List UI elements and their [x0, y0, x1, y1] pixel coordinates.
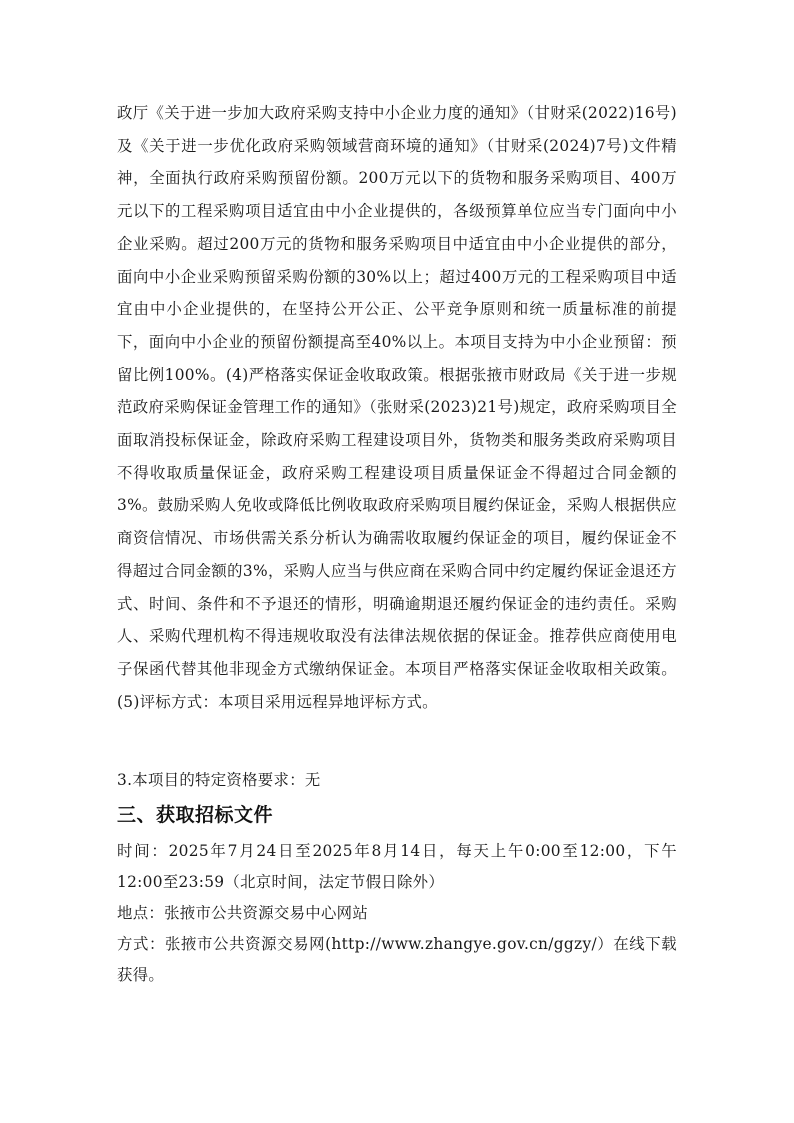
- procurement-policy-paragraph: 政厅《关于进一步加大政府采购支持中小企业力度的通知》（甘财采(2022)16号)及《关于进一步优化政府采购领域营商环境的通知》（甘财采(2024)7号)文件精神，全面执行政府采购预留份额。200万元以下的货物和服务采购项目、400万元以下的工程采购项目适宜由中小企业提供的，各级预算单位应当专门面向中小企业采购。超过200万元的货物和服务采购项目中适宜由中小企业提供的部分，面向中小企业采购预留采购份额的30%以上；超过400万元的工程采购项目中适宜由中小企业提供的，在坚持公开公正、公平竞争原则和统一质量标准的前提下，面向中小企业的预留份额提高至40%以上。本项目支持为中小企业预留：预留比例100%。(4)严格落实保证金收取政策。根据张掖市财政局《关于进一步规范政府采购保证金管理工作的通知》（张财采(2023)21号)规定，政府采购项目全面取消投标保证金，除政府采购工程建设项目外，货物类和服务类政府采购项目不得收取质量保证金，政府采购工程建设项目质量保证金不得超过合同金额的3%。鼓励采购人免收或降低比例收取政府采购项目履约保证金，采购人根据供应商资信情况、市场供需关系分析认为确需收取履约保证金的项目，履约保证金不得超过合同金额的3%，采购人应当与供应商在采购合同中约定履约保证金退还方式、时间、条件和不予退还的情形，明确逾期退还履约保证金的违约责任。采购人、采购代理机构不得违规收取没有法律法规依据的保证金。推荐供应商使用电子保函代替其他非现金方式缴纳保证金。本项目严格落实保证金收取相关政策。(5)评标方式：本项目采用远程异地评标方式。: [117, 104, 677, 711]
- section-three-heading: 三、获取招标文件: [117, 804, 274, 826]
- acquisition-method: 方式：张掖市公共资源交易网(http://www.zhangye.gov.cn/ggzy/）在线下载获得。: [117, 935, 677, 984]
- tender-document-info: [117, 836, 677, 991]
- acquisition-time: 时间：2025年7月24日至2025年8月14日，每天上午0:00至12:00，下午12:00至23:59（北京时间，法定节假日除外）: [117, 842, 677, 891]
- acquisition-location: 地点：张掖市公共资源交易中心网站: [117, 904, 369, 922]
- specific-qualification-line: 3.本项目的特定资格要求：无: [117, 771, 321, 789]
